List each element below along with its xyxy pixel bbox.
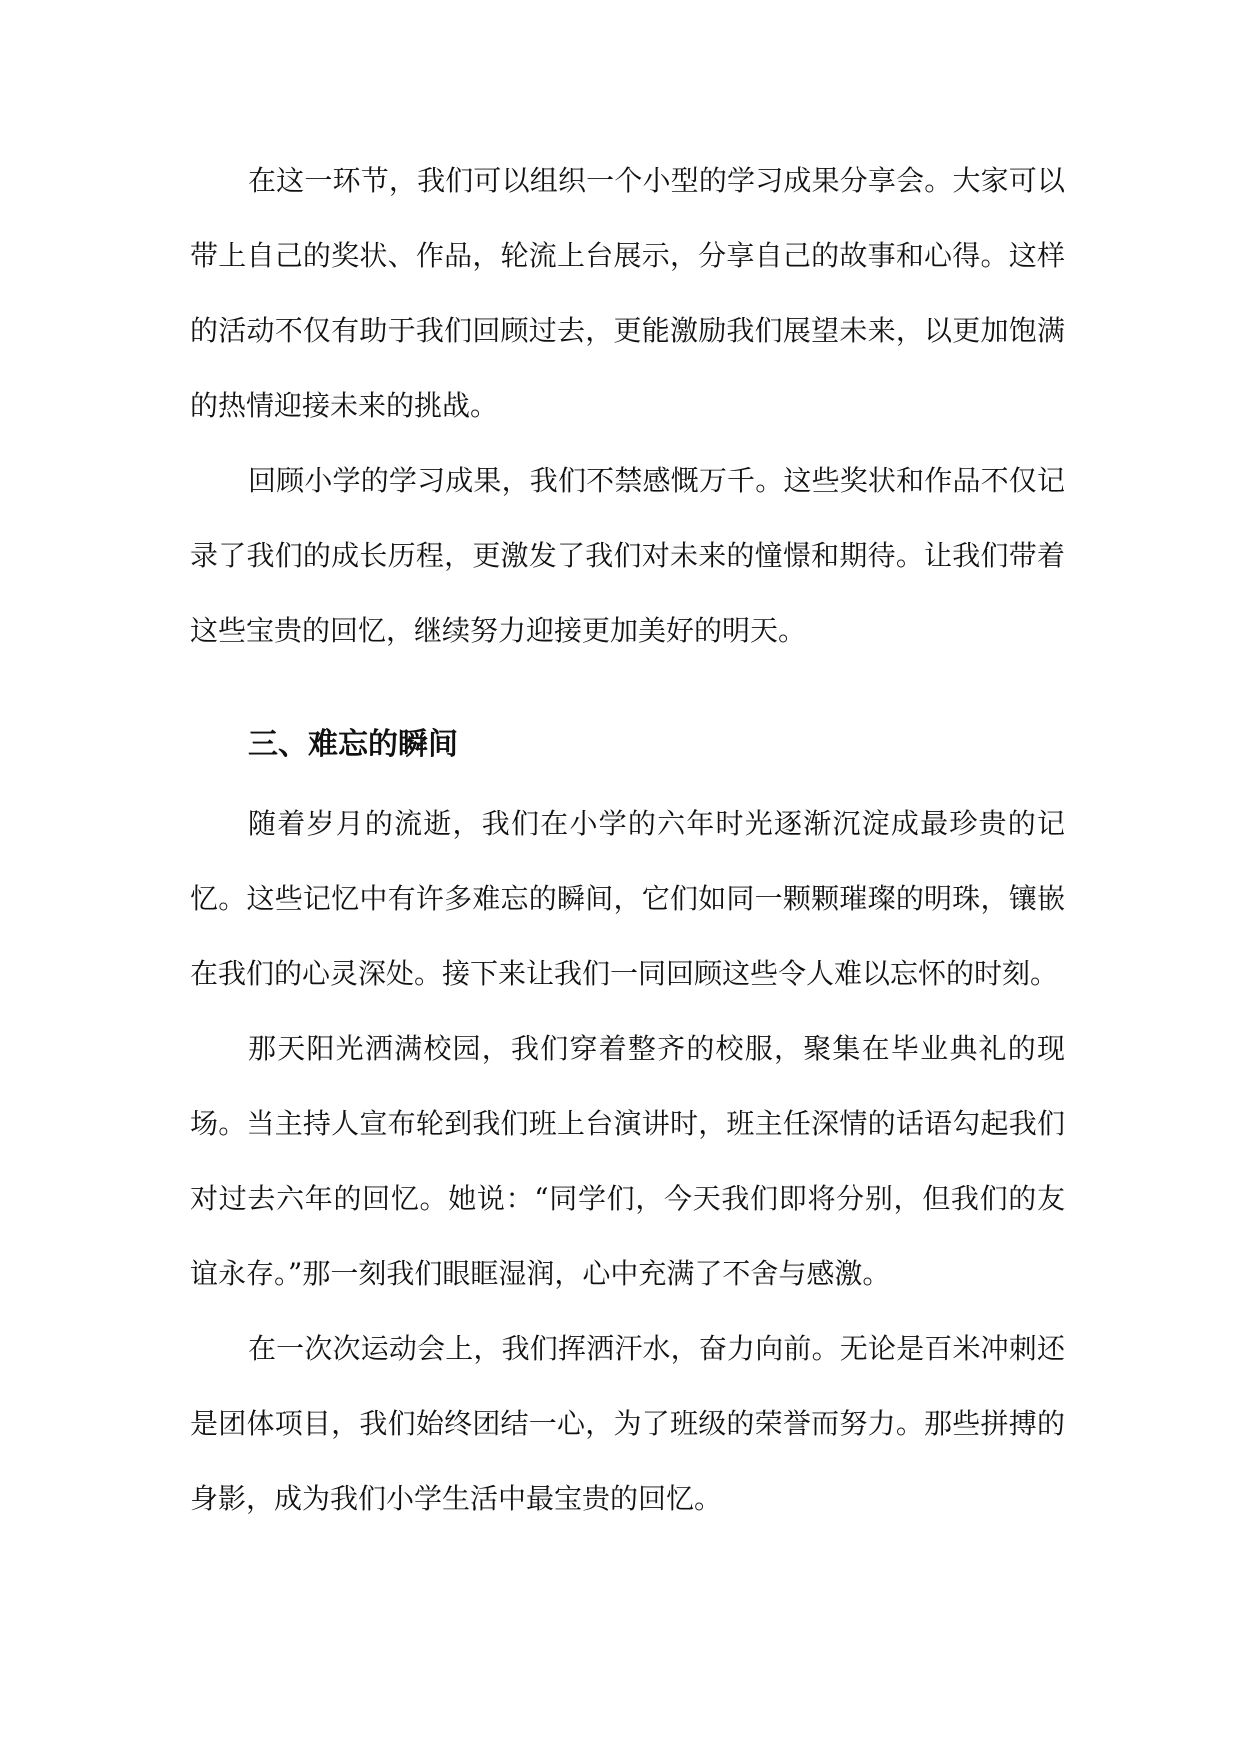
paragraph-graduation: 那天阳光洒满校园，我们穿着整齐的校服，聚集在毕业典礼的现场。当主持人宣布轮到我们班上台演讲时，班主任深情的话语勾起我们对过去六年的回忆。她说：“同学们，今天我们即将分别，但我们的友谊永存。”那一刻我们眼眶湿润，心中充满了不舍与感激。 (190, 1032, 1065, 1290)
paragraph-sports-meet: 在一次次运动会上，我们挥洒汗水，奋力向前。无论是百米冲刺还是团体项目，我们始终团结一心，为了班级的荣誉而努力。那些拼搏的身影，成为我们小学生活中最宝贵的回忆。 (190, 1332, 1065, 1515)
paragraph-reflection: 回顾小学的学习成果，我们不禁感慨万千。这些奖状和作品不仅记录了我们的成长历程，更激发了我们对未来的憧憬和期待。让我们带着这些宝贵的回忆，继续努力迎接更加美好的明天。 (190, 464, 1065, 647)
document-body (190, 143, 1065, 1536)
paragraph-memories: 随着岁月的流逝，我们在小学的六年时光逐渐沉淀成最珍贵的记忆。这些记忆中有许多难忘的瞬间，它们如同一颗颗璀璨的明珠，镶嵌在我们的心灵深处。接下来让我们一同回顾这些令人难以忘怀的时刻。 (190, 807, 1065, 990)
section-heading: 三、难忘的瞬间 (248, 727, 458, 762)
paragraph-sharing-session: 在这一环节，我们可以组织一个小型的学习成果分享会。大家可以带上自己的奖状、作品，轮流上台展示，分享自己的故事和心得。这样的活动不仅有助于我们回顾过去，更能激励我们展望未来，以更加饱满的热情迎接未来的挑战。 (190, 164, 1065, 422)
